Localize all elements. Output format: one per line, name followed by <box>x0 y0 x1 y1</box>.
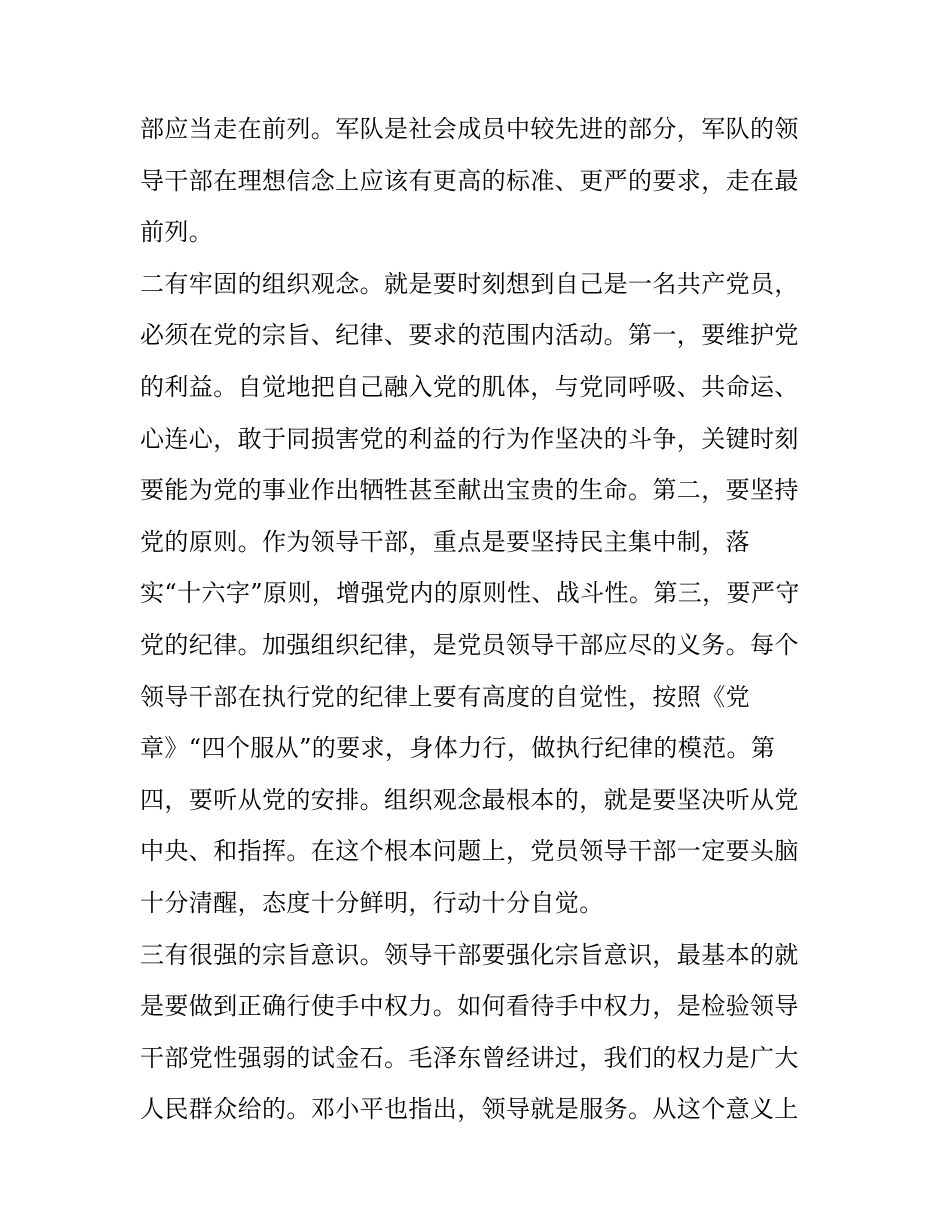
text-line: 中央、和指挥。在这个根本问题上，党员领导干部一定要头脑 <box>140 837 799 866</box>
text-line: 四，要听从党的安排。组织观念最根本的，就是要坚决听从党 <box>140 785 799 814</box>
text-line: 实“十六字”原则，增强党内的原则性、战斗性。第三，要严守 <box>140 579 800 608</box>
text-line: 党的原则。作为领导干部，重点是要坚持民主集中制，落 <box>140 527 750 556</box>
text-line: 三有很强的宗旨意识。领导干部要强化宗旨意识，最基本的就 <box>140 940 799 969</box>
text-line: 导干部在理想信念上应该有更高的标准、更严的要求，走在最 <box>140 166 799 195</box>
text-line: 党的纪律。加强组织纪律，是党员领导干部应尽的义务。每个 <box>140 630 799 659</box>
text-line: 人民群众给的。邓小平也指出，领导就是服务。从这个意义上 <box>140 1095 799 1124</box>
text-line: 要能为党的事业作出牺牲甚至献出宝贵的生命。第二，要坚持 <box>140 476 799 505</box>
text-line: 心连心，敢于同损害党的利益的行为作坚决的斗争，关键时刻 <box>140 424 799 453</box>
text-line: 领导干部在执行党的纪律上要有高度的自觉性，按照《党 <box>140 682 750 711</box>
text-line: 二有牢固的组织观念。就是要时刻想到自己是一名共产党员， <box>140 269 799 298</box>
text-line: 干部党性强弱的试金石。毛泽东曾经讲过，我们的权力是广大 <box>140 1043 799 1072</box>
text-line: 是要做到正确行使手中权力。如何看待手中权力，是检验领导 <box>140 992 799 1021</box>
text-line: 章》“四个服从”的要求，身体力行，做执行纪律的模范。第 <box>140 734 776 763</box>
body-text <box>140 104 820 1136</box>
text-line: 的利益。自觉地把自己融入党的肌体，与党同呼吸、共命运、 <box>140 372 799 401</box>
text-line: 必须在党的宗旨、纪律、要求的范围内活动。第一，要维护党 <box>140 321 799 350</box>
text-line: 十分清醒，态度十分鲜明，行动十分自觉。 <box>140 888 604 917</box>
text-line: 前列。 <box>140 218 214 247</box>
text-line: 部应当走在前列。军队是社会成员中较先进的部分，军队的领 <box>140 115 799 143</box>
